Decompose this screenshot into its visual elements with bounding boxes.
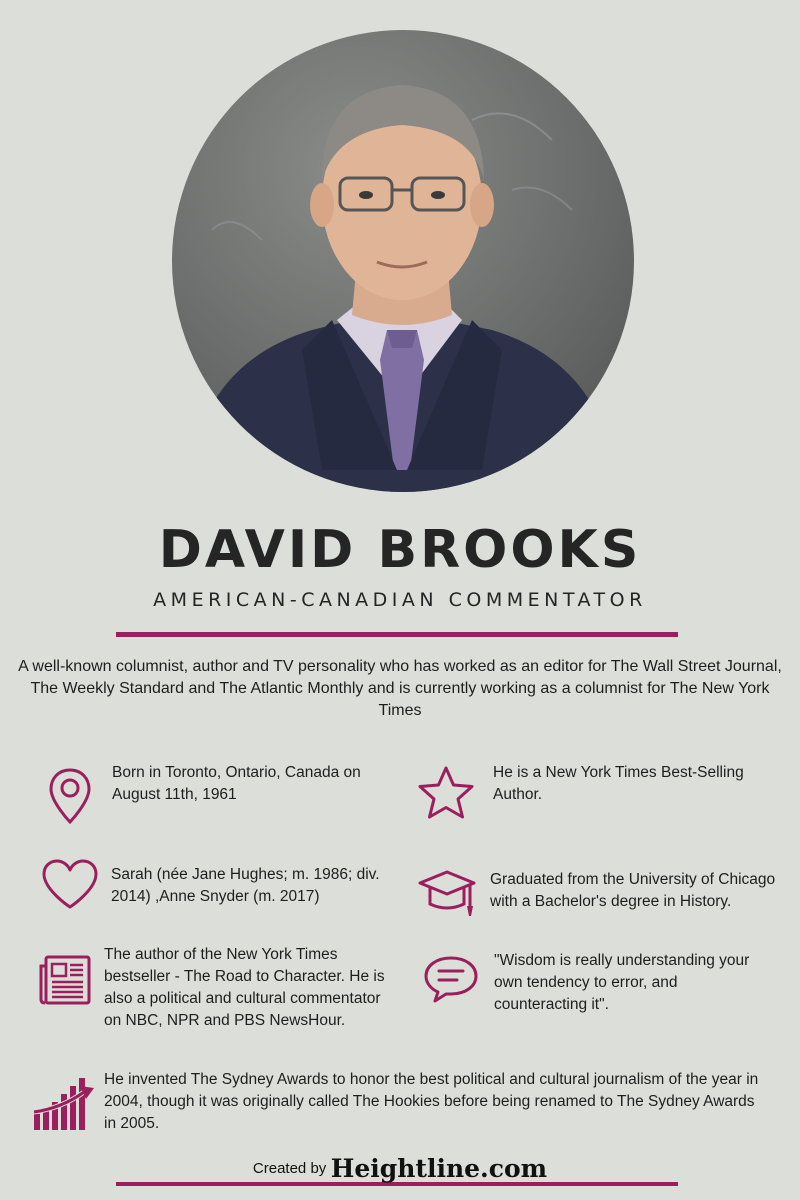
heart-icon [40,857,100,916]
fact-bestseller: He is a New York Times Best-Selling Author. [493,764,744,803]
growth-chart-icon [32,1074,96,1137]
fact-sydney-awards: He invented The Sydney Awards to honor the best political and cultural journalism of the year in 2004, though it was originally called The Hookies before being renamed to The Sydney Awards in 2005. [104,1071,759,1132]
location-pin-icon [46,766,94,831]
graduation-cap-icon [416,868,478,927]
top-divider [116,632,678,637]
created-by-label: Created by [252,1160,327,1177]
newspaper-icon [38,954,92,1011]
speech-bubble-icon [422,954,480,1009]
brand-logo[interactable]: Heightline.com [330,1154,548,1183]
intro-paragraph: A well-known columnist, author and TV personality who has worked as an editor for The Wall Street Journal, The Weekly Standard and The Atlantic Monthly and is currently working as a columnist for The New York Times [18,658,782,719]
fact-quote: "Wisdom is really understanding your own tendency to error, and counteracting it". [494,952,750,1013]
fact-birth: Born in Toronto, Ontario, Canada on August 11th, 1961 [112,764,361,803]
fact-spouses: Sarah (née Jane Hughes; m. 1986; div. 2014) ,Anne Snyder (m. 2017) [111,866,380,905]
portrait-photo [172,30,634,492]
person-name: DAVID BROOKS [158,520,642,580]
star-icon [416,764,476,827]
fact-author: The author of the New York Times bestseller - The Road to Character. He is also a political and cultural commentator on NBC, NPR and PBS NewsHour. [104,946,385,1029]
footer-credit [0,1154,800,1183]
fact-education: Graduated from the University of Chicago with a Bachelor's degree in History. [490,871,776,910]
person-subtitle: AMERICAN-CANADIAN COMMENTATOR [153,589,647,611]
